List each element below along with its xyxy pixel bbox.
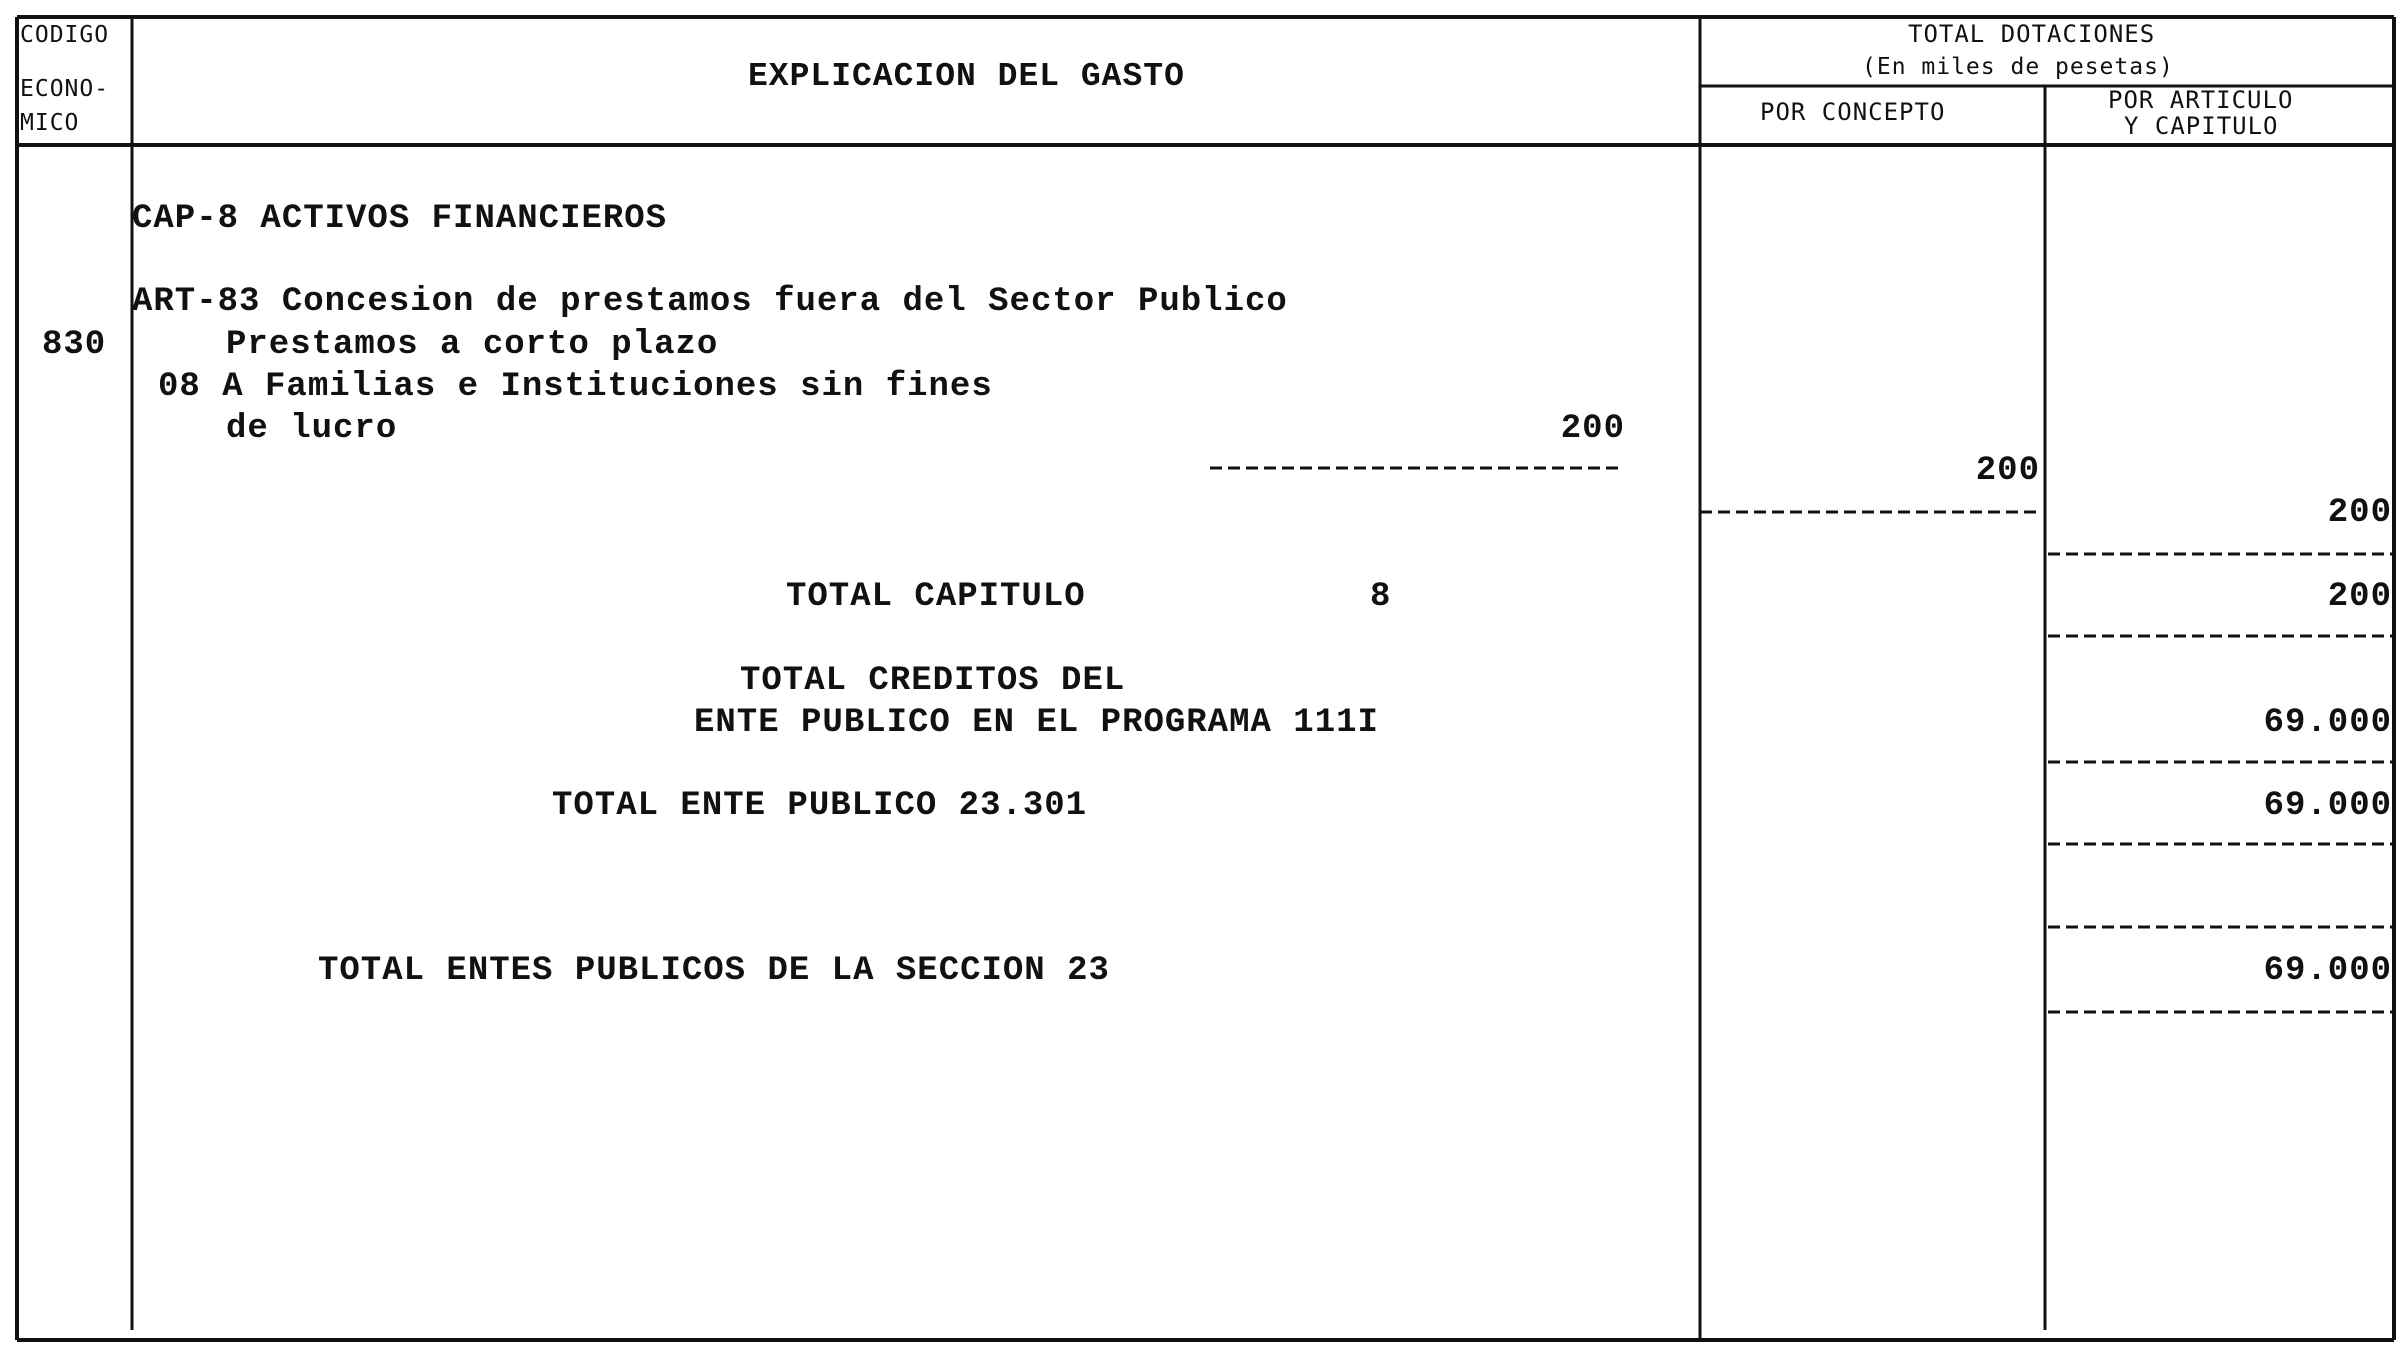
subconcept-title: 08 A Familias e Instituciones sin fines: [158, 368, 993, 406]
concepto-amount: 200: [1975, 452, 2040, 490]
codigo-header-line3: MICO: [20, 110, 80, 136]
subconcept-amount: 200: [1560, 410, 1625, 448]
chapter-title: CAP-8 ACTIVOS FINANCIEROS: [132, 200, 668, 238]
codigo-header-line2: ECONO-: [20, 76, 110, 102]
por-articulo-header: POR ARTICULO: [2108, 86, 2294, 114]
article-title: ART-83 Concesion de prestamos fuera del Sector Publico: [132, 283, 1288, 321]
por-concepto-header: POR CONCEPTO: [1760, 98, 1946, 126]
total-capitulo-amount: 200: [2327, 578, 2392, 616]
total-dotaciones-header: TOTAL DOTACIONES: [1908, 20, 2156, 48]
miles-pesetas-header: (En miles de pesetas): [1862, 54, 2174, 80]
subconcept-title-cont: de lucro: [226, 410, 398, 448]
total-entes-amount: 69.000: [2263, 952, 2392, 990]
articulo-amount: 200: [2327, 494, 2392, 532]
y-capitulo-header: Y CAPITULO: [2124, 112, 2279, 140]
total-ente-label: TOTAL ENTE PUBLICO 23.301: [552, 787, 1088, 825]
total-capitulo-number: 8: [1370, 578, 1392, 616]
total-creditos-label-line1: TOTAL CREDITOS DEL: [740, 662, 1126, 700]
concept-title: Prestamos a corto plazo: [226, 326, 719, 364]
total-ente-amount: 69.000: [2263, 787, 2392, 825]
explicacion-header: EXPLICACION DEL GASTO: [748, 58, 1185, 95]
codigo-header-line1: CODIGO: [20, 22, 110, 48]
total-entes-label: TOTAL ENTES PUBLICOS DE LA SECCION 23: [318, 952, 1110, 990]
total-creditos-amount: 69.000: [2263, 704, 2392, 742]
concept-code: 830: [42, 326, 107, 364]
total-creditos-label-line2: ENTE PUBLICO EN EL PROGRAMA 111I: [694, 704, 1379, 742]
total-capitulo-label: TOTAL CAPITULO: [786, 578, 1086, 616]
